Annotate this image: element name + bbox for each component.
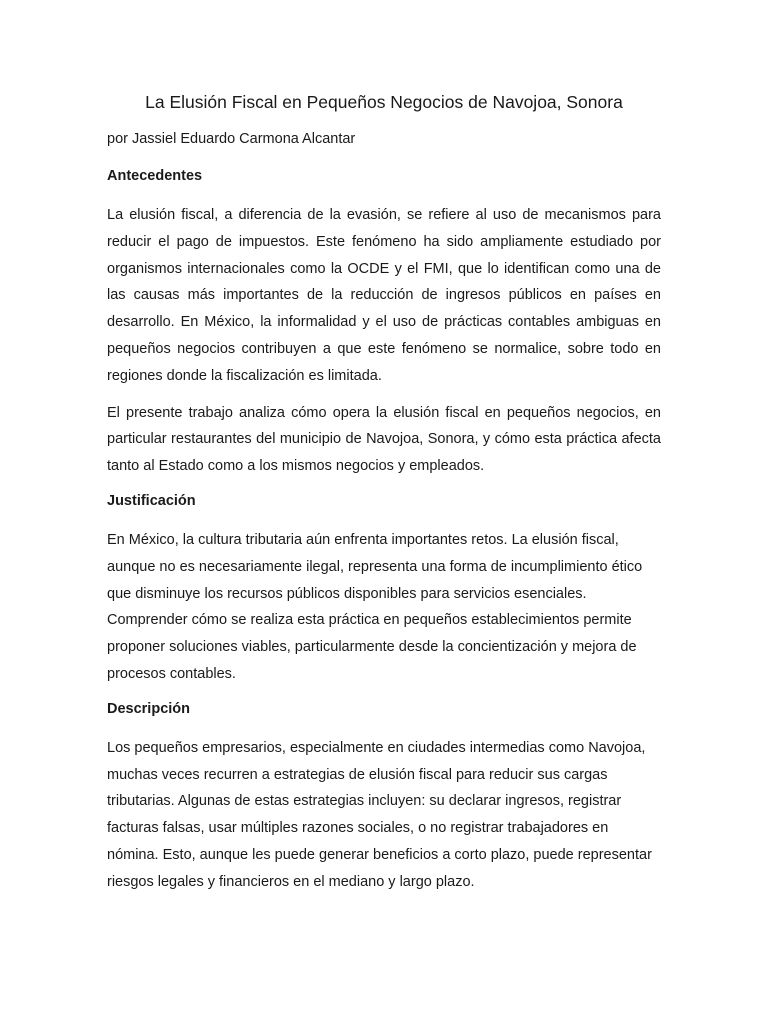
author-line: por Jassiel Eduardo Carmona Alcantar — [107, 131, 356, 147]
paragraph-antecedentes-2: El presente trabajo analiza cómo opera la elusión fiscal en pequeños negocios, en particular restaurantes del municipio de Navojoa, Sonora, y cómo esta práctica afecta tanto al Estado como a los mismos negocios y empleados. — [107, 404, 661, 475]
document-body — [107, 88, 661, 906]
document-title: La Elusión Fiscal en Pequeños Negocios de Navojoa, Sonora — [145, 92, 623, 112]
paragraph-descripcion-1: Los pequeños empresarios, especialmente en ciudades intermedias como Navojoa, muchas veces recurren a estrategias de elusión fiscal para reducir sus cargas tributarias. Algunas de estas estrategias incluyen: su declarar ingresos, registrar facturas falsas, usar múltiples razones sociales, o no registrar trabajadores en nómina. Esto, aunque les puede generar beneficios a corto plazo, puede representar riesgos legales y financieros en el mediano y largo plazo. — [107, 739, 652, 890]
paragraph-antecedentes-1: La elusión fiscal, a diferencia de la evasión, se refiere al uso de mecanismos para reducir el pago de impuestos. Este fenómeno ha sido ampliamente estudiado por organismos internacionales como la OCDE y el FMI, que lo identifican como una de las causas más importantes de la reducción de ingresos públicos en países en desarrollo. En México, la informalidad y el uso de prácticas contables ambiguas en pequeños negocios contribuyen a que este fenómeno se normalice, sobre todo en regiones donde la fiscalización es limitada. — [107, 207, 661, 384]
heading-justificacion: Justificación — [107, 492, 196, 509]
paragraph-justificacion-1: En México, la cultura tributaria aún enfrenta importantes retos. La elusión fiscal, aunque no es necesariamente ilegal, representa una forma de incumplimiento ético que disminuye los recursos públicos disponibles para servicios esenciales. Comprender cómo se realiza esta práctica en pequeños establecimientos permite proponer soluciones viables, particularmente desde la concientización y mejora de procesos contables. — [107, 531, 643, 682]
heading-antecedentes: Antecedentes — [107, 168, 203, 184]
heading-descripcion: Descripción — [107, 700, 190, 717]
